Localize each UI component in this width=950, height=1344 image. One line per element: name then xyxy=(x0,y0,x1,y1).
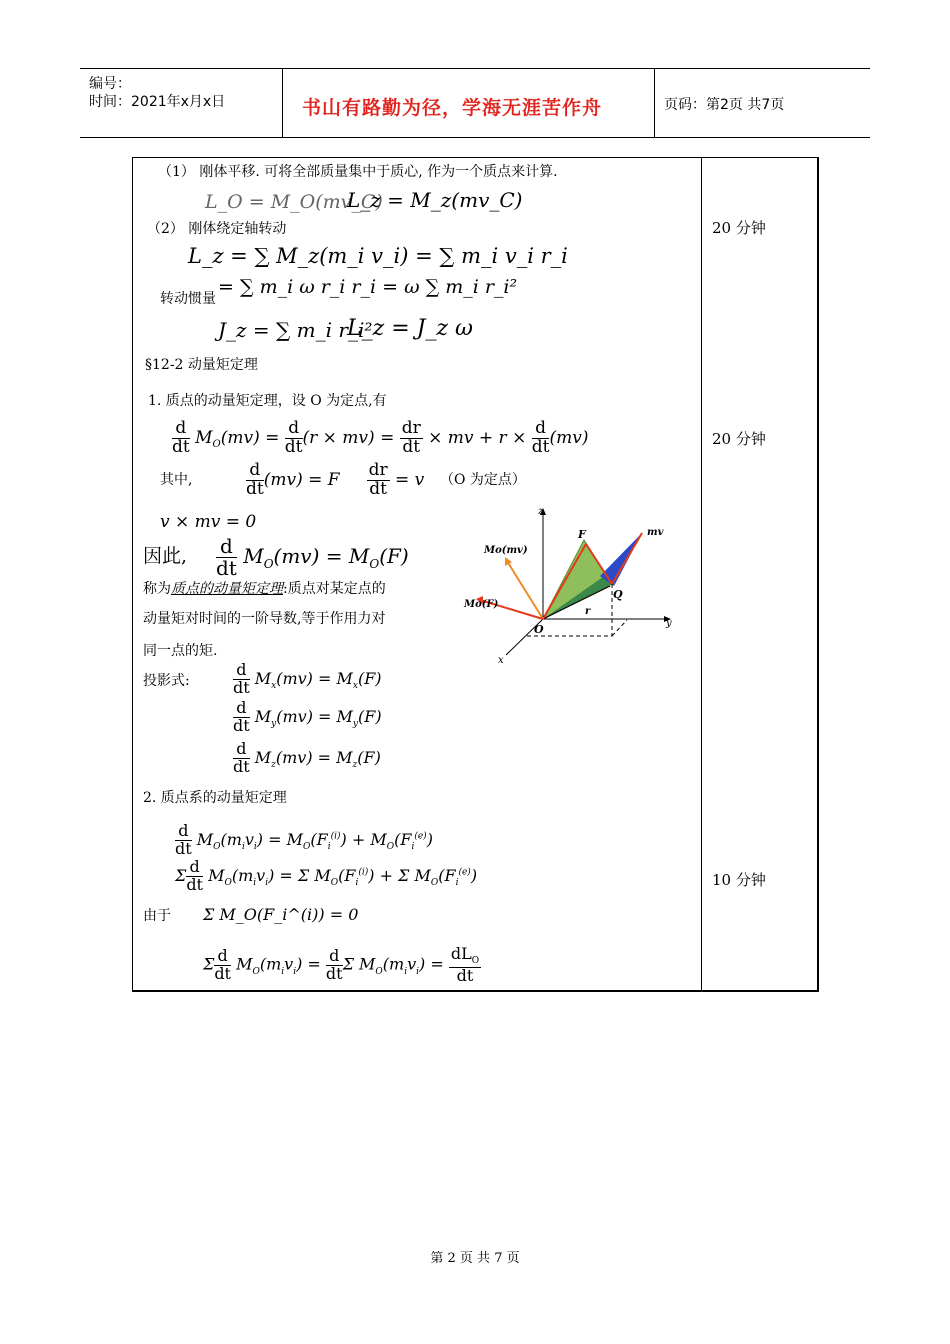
axis-x-label: x xyxy=(498,655,504,665)
force-label: F xyxy=(578,528,586,541)
formula-projection-x: $\frac{d}{dt}$ $M_x(mv) = M_x(F)$ xyxy=(233,660,382,697)
fixed-point-note: （O 为定点） xyxy=(440,472,526,488)
subsection-particle: 1. 质点的动量矩定理，设 O 为定点,有 xyxy=(148,393,387,409)
item-rotation: （2） 刚体绕定轴转动 xyxy=(147,221,287,237)
theorem-definition: 称为质点的动量矩定理:质点对某定点的 xyxy=(143,581,386,597)
formula-internal-zero: Σ M_O(F_i^(i)) = 0 xyxy=(203,905,359,924)
section-heading: §12-2 动量矩定理 xyxy=(145,357,258,373)
axis-z-label: z xyxy=(538,506,544,517)
where-label: 其中, xyxy=(160,472,193,488)
formula-system-2: Σ $\frac{d}{dt}$ $M_O(m_iv_i) = \Sigma$ $M_O(F_i^{(i)}) + \Sigma$ $M_O(F_i^{(e)})$ xyxy=(175,857,478,894)
formula-rotation-1: L_z = ∑ M_z(m_i v_i) = ∑ m_i v_i r_i xyxy=(188,244,568,268)
header-divider xyxy=(654,69,655,137)
momentum-label: mv xyxy=(647,527,664,538)
page-number-label: 页码：第2页 共7页 xyxy=(664,97,785,113)
moment-of-force-label: Mo(F) xyxy=(464,599,499,610)
item-translation: （1） 刚体平移. 可将全部质量集中于质心, 作为一个质点来计算. xyxy=(158,164,558,180)
moment-of-inertia-label: 转动惯量 xyxy=(160,291,216,307)
table-column-divider xyxy=(701,157,702,991)
formula-lz-jz: L_z = J_z ω xyxy=(347,316,473,341)
r-label: r xyxy=(585,606,591,617)
document-number-label: 编号： xyxy=(89,76,131,92)
momentum-triangle xyxy=(600,533,642,586)
formula-lo: L_O = M_O(mv_C) xyxy=(205,191,383,213)
page-header xyxy=(80,68,870,138)
formula-system-1: $\frac{d}{dt}$ $M_O(m_iv_i) = M_O(F_i^{(i)}) + M_O(F_i^{(e)})$ xyxy=(175,821,433,858)
page-footer: 第 2 页 共 7 页 xyxy=(430,1251,520,1266)
time-allotment-1: 20 分钟 xyxy=(712,219,766,237)
theorem-name: 质点的动量矩定理 xyxy=(171,581,283,597)
origin-label: O xyxy=(534,623,544,636)
motto: 书山有路勤为径，学海无涯苦作舟 xyxy=(302,97,603,119)
formula-particle-theorem: $\frac{d}{dt}$ $M_O(mv) = M_O(F)$ xyxy=(216,534,409,580)
therefore-label: 因此, xyxy=(143,545,188,567)
header-divider xyxy=(282,69,283,137)
formula-lz: L_z = M_z(mv_C) xyxy=(347,188,523,212)
time-allotment-3: 10 分钟 xyxy=(712,871,766,889)
formula-projection-y: $\frac{d}{dt}$ $M_y(mv) = M_y(F)$ xyxy=(233,698,382,735)
formula-system-3: Σ $\frac{d}{dt}$ $M_O(m_iv_i)$ = $\frac{d}{dt}$ Σ $M_O(m_iv_i)$ = $\frac{dL_O}{dt}$ xyxy=(203,944,480,985)
projection-label: 投影式: xyxy=(143,673,190,689)
axis-y-label: y xyxy=(666,618,672,629)
point-q-label: Q xyxy=(613,588,623,601)
time-allotment-2: 20 分钟 xyxy=(712,430,766,448)
subsection-system: 2. 质点系的动量矩定理 xyxy=(143,790,287,806)
theorem-description-3: 同一点的矩. xyxy=(143,643,218,659)
momentum-vector xyxy=(612,533,642,584)
formula-dmv-f: $\frac{d}{dt}$ (mv) = F $\frac{dr}{dt}$ = v xyxy=(246,460,425,499)
projection-dash-2 xyxy=(612,620,627,636)
formula-jz: J_z = ∑ m_i r_i² xyxy=(218,318,373,342)
date-label: 时间：2021年x月x日 xyxy=(89,94,226,110)
because-label: 由于 xyxy=(143,908,171,924)
formula-rotation-2: = ∑ m_i ω r_i r_i = ω ∑ m_i r_i² xyxy=(218,276,518,298)
moment-of-momentum-label: Mo(mv) xyxy=(484,545,528,556)
formula-cross-zero: v × mv = 0 xyxy=(160,512,257,532)
formula-projection-z: $\frac{d}{dt}$ $M_z(mv) = M_z(F)$ xyxy=(233,739,381,776)
formula-derivative: $\frac{d}{dt}$ $M_O(mv)$ = $\frac{d}{dt}$ (r × mv) = $\frac{dr}{dt}$ × mv + r × $\frac{d}{dt}$ (mv) xyxy=(172,418,589,457)
theorem-description-2: 动量矩对时间的一阶导数,等于作用力对 xyxy=(143,611,386,627)
angular-momentum-diagram xyxy=(462,500,682,665)
